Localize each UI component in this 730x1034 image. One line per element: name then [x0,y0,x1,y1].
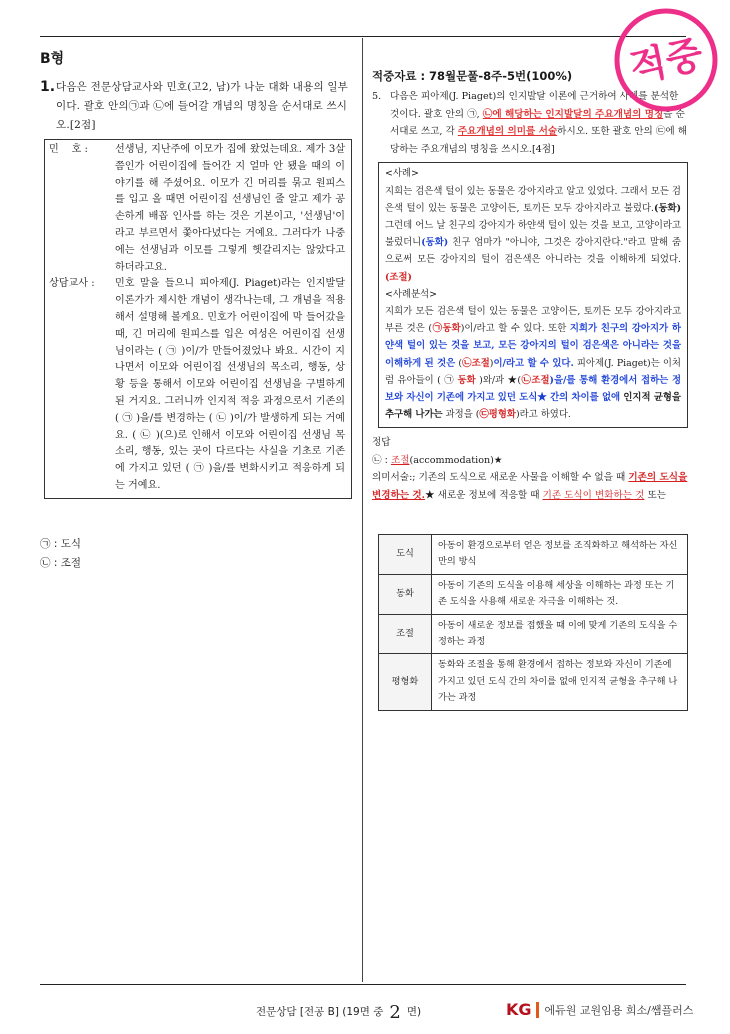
brand-text: 에듀원 교원임용 희소/쌤플러스 [544,1003,694,1017]
text-run: 의미서술:; 기존의 도식으로 새로운 사물을 이해할 수 없을 때 [372,472,629,484]
speech-text: 민호 말을 들으니 피아제(J. Piaget)라는 인지발달 이론가가 제시한 개념이 생각나는데, 그 개념을 적용해서 설명해 볼게요. 민호가 어린이집에 막 들어갔을 때, 긴 머리에 원피스를 입은 여성은 어린이집 선생님이라는 ( ㉠ )이/가 만들어졌었나 봐요. 시간이 지나면서 이모와 어린이집 선생님의 목소리, 행동, 상황 등을 통해서 이모와 어린이집 선생님을 구별하게 된 거지요. 그러니까 인지적 적응 과정으로서 기존의 ( ㉠ )을/를 변경하는 ( ㉡ )이/가 발생하게 되는 거예요. ( ㉡ )(으)로 인해서 이모와 어린이집 선생님 목소리, 행동, 있는 곳이 다르다는 사실을 기초로 기존에 가지고 있던 ( ㉠ )을/를 변화시키고 적응하게 되는 거예요. [115,278,345,491]
page-number: 2 [389,1002,401,1023]
highlight-text: ㉡에 해당하는 인지발달의 주요개념의 명칭 [482,108,664,120]
definition-cell: 아동이 환경으로부터 얻은 정보를 조직화하고 해석하는 자신만의 방식 [432,535,688,575]
dialogue-turn [49,142,345,276]
text-run: ㉡ : [372,454,391,466]
speaker-label: 상담교사 : [49,278,95,290]
brand-logo [506,1000,693,1019]
question-1 [40,78,352,135]
text-run: 피아제(J. Piaget)는 이처럼 유아들이 ( ㉠ [385,357,681,386]
term-cell: 평형화 [379,654,432,710]
highlight-text: 지희가 친구의 강아지가 하얀색 털이 있는 것을 보고, 모든 강아지의 털이 검은색은 아니라는 것을 이해하게 된 것은 [385,323,681,369]
table-row [379,574,688,614]
table-row [379,535,688,575]
page-indicator [256,1002,421,1023]
analysis-text [385,303,681,423]
answer-line: ㉡ : 조절 [40,556,81,569]
text-run: 다음은 피아제(J. Piaget)의 인지발달 이론에 근거하여 사례를 분석한 것이다. 괄호 안의 ㉠, [390,91,679,120]
text-run: 또는 [644,489,666,501]
definition-cell: 아동이 기존의 도식을 이용해 세상을 이해하는 과정 또는 기존 도식을 사용해 새로운 자극을 이해하는 것. [432,574,688,614]
highlight-text: 기존의 도식을 변경하는 것. [372,472,688,501]
analysis-label: <사례분석> [385,288,437,300]
text-run: )와/과 ★( [475,374,522,386]
text-run: 인지적 균형을 추구해 나가는 [385,392,681,421]
answer-meaning [372,469,688,504]
tag-text: (동화) [421,237,449,249]
section-title: B형 [40,51,65,67]
highlight-text: 기존 도식이 변화하는 것 [542,489,645,501]
reference-question-number: 5. [372,91,382,102]
stamp-text: 적중 [625,31,707,91]
term-cell: 동화 [379,574,432,614]
term-cell: 도식 [379,535,432,575]
terms-table [378,534,688,711]
definition-cell: 아동이 새로운 정보를 접했을 때 이에 맞게 기존의 도식을 수정하는 과정 [432,614,688,654]
header-rule [40,36,686,37]
hit-stamp-icon [612,6,720,114]
footer-rule [40,984,686,985]
table-row [379,614,688,654]
text-run: 친구 엄마가 "아니야, 그것은 강아지란다."라고 말해 줌으로써 모든 강아지의 털이 검은색은 아니라는 것을 이해하게 되었다. [385,237,681,266]
right-column [372,68,688,711]
text-run: 지희가 모든 검은색 털이 있는 동물은 고양이든, 토끼든 모두 강아지라고 부른 것은 ( [385,306,681,335]
question-number: 1. [40,79,56,95]
dialogue-turn [49,276,345,494]
text-run: ) [489,357,494,369]
tag-text: 동화 [457,374,476,386]
column-divider [362,38,363,982]
case-box [378,162,688,428]
left-column [40,48,352,573]
text-run: 을 순서대로 쓰고, 각 [390,108,685,138]
speech-text: 선생님, 지난주에 이모가 집에 왔었는데요. 제가 3살쯤인가 어린이집에 들어간 지 얼마 안 됐을 때의 이야기를 해 주셨어요. 이모가 긴 머리를 묶고 원피스를 입고 올 때면 어린이집 선생님인 줄 알고 제가 공손하게 배꼽 인사를 하는 것은 기본이고, '선생님'이라고 부르면서 쫓아다녔다는 거예요. 그러다가 나중에는 선생님과 이모를 그렇게 헷갈리지는 않았다고 하더라고요. [115,144,345,273]
case-label: <사례> [385,168,419,180]
case-text [385,183,681,286]
highlight-text: 이/라고 할 수 있다. [493,357,574,369]
footer [0,996,730,1026]
text-run: )라고 하였다. [515,409,571,421]
text-run: ★ 새로운 정보에 적응할 때 [425,489,543,501]
tag-text: (동화) [654,202,681,214]
highlight-text: 주요개념의 의미를 서술 [457,126,558,138]
answer-term-line [372,452,688,469]
tag-text: (조절) [385,271,412,283]
answer-label: 정답 [372,437,391,449]
tag-text: ㉢평형화 [479,409,516,421]
tag-text: ㉡조절 [521,374,550,386]
answer-block [40,535,352,573]
answer-line: ㉠ : 도식 [40,537,81,550]
question-text: 다음은 전문상담교사와 민호(고2, 남)가 나눈 대화 내용의 일부이다. 괄호 안의㉠과 ㉡에 들어갈 개념의 명칭을 순서대로 쓰시오.[2점] [56,81,349,131]
text-run: )이/라고 할 수 있다. 또한 [460,323,570,335]
text-run: 하시오. 또한 괄호 안의 ㉢에 해당하는 주요개념의 명칭을 쓰시오.[4점] [390,126,688,155]
text-run: (accommodation)★ [409,454,503,466]
table-row [379,654,688,710]
text-run: 그런데 어느 날 친구의 강아지가 하얀색 털이 있는 것을 보고, 고양이라고 불렀더니 [385,219,681,249]
reference-title: 적중자료 : 78월문풀-8주-5번(100%) [372,69,573,83]
text-run: 면) [406,1006,422,1018]
text-run: ( [455,357,462,369]
tag-text: ㉡조절 [462,357,490,369]
dialogue-box [44,139,352,499]
highlight-text: 조절 [390,454,410,466]
kg-logo: KG [506,1000,532,1019]
text-run: 전문상담 [전공 B] (19면 중 [256,1006,384,1018]
speaker-label: 민 호 : [49,144,88,155]
text-run: 지희는 검은색 털이 있는 동물은 강아지라고 알고 있었다. 그래서 모든 검은색 털이 있는 동물은 고양이든, 토끼든 모두 강아지라고 불렀다. [385,185,681,214]
highlight-text: )을/를 통해 환경에서 접하는 정보와 자신이 기존에 가지고 있던 도식★ 간의 차이를 없애 [385,374,681,404]
answer-section [372,434,688,504]
logo-bar-icon [536,1002,539,1018]
term-cell: 조절 [379,614,432,654]
definition-cell: 동화와 조절을 통해 환경에서 접하는 정보와 자신이 기존에 가지고 있던 도식 간의 차이를 없애 인지적 균형을 추구해 나가는 과정 [432,654,688,710]
text-run: 과정을 ( [442,409,480,421]
tag-text: ㉠동화 [432,323,461,335]
